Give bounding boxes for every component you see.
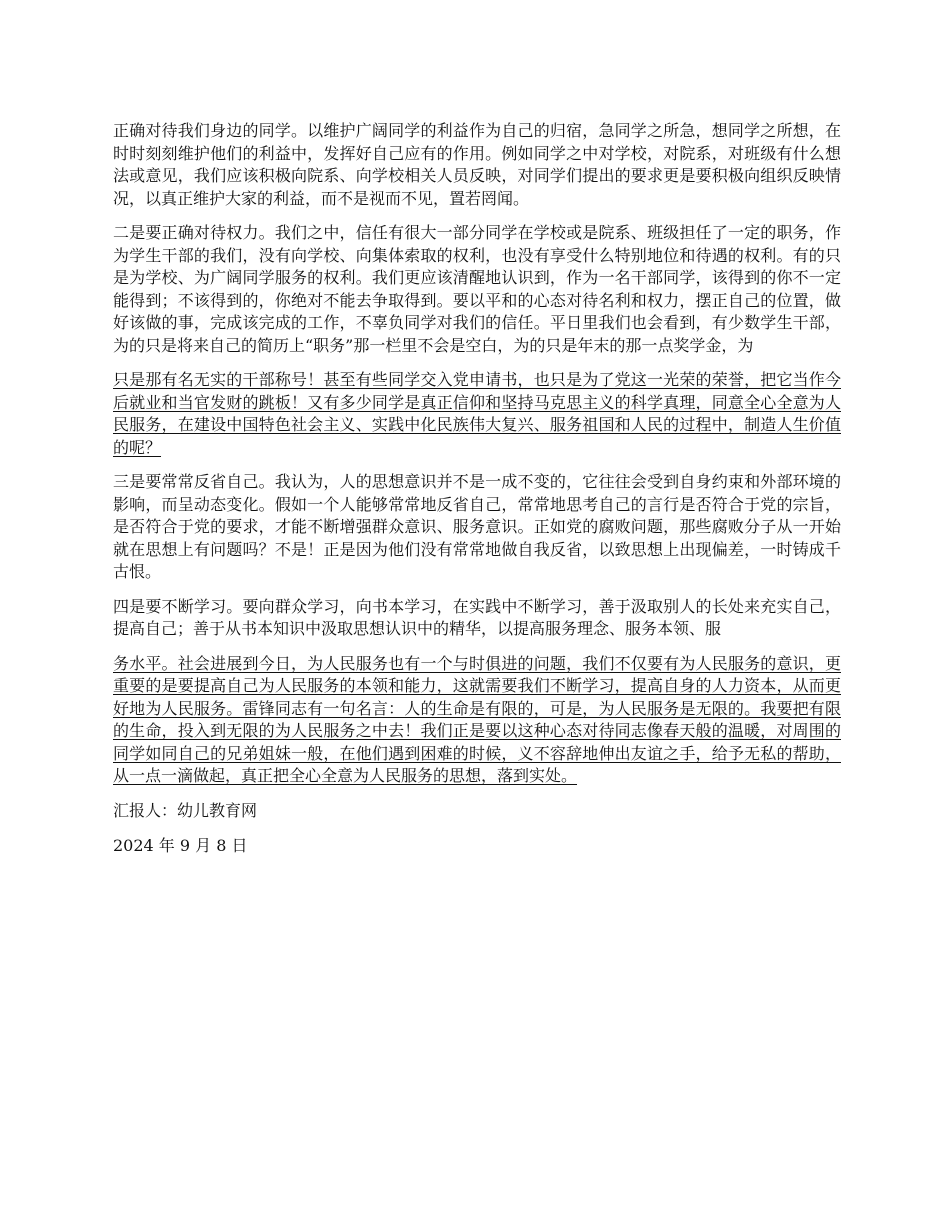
reporter-signature: 汇报人：幼儿教育网 — [113, 800, 258, 820]
paragraph-self-reflection: 三是要常常反省自己。我认为，人的思想意识并不是一成不变的，它往往会受到自身约束和外部环境的影响，而呈动态变化。假如一个人能够常常地反省自己，常常地思考自己的言行是否符合于党的宗旨，是否符合于党的要求，才能不断增强群众意识、服务意识。正如党的腐败问题，那些腐败分子从一开始就在思想上有问题吗？不是！正是因为他们没有常常地做自我反省，以致思想上出现偏差，一时铸成千古恨。 — [113, 472, 841, 581]
paragraph-keep-learning: 四是要不断学习。要向群众学习，向书本学习，在实践中不断学习，善于汲取别人的长处来充实自己，提高自己；善于从书本知识中汲取思想认识中的精华，以提高服务理念、服务本领、服 — [113, 596, 841, 638]
paragraph-nominal-title: 只是那有名无实的干部称号！甚至有些同学交入党申请书，也只是为了党这一光荣的荣誉，把它当作今后就业和当官发财的跳板！又有多少同学是真正信仰和坚持马克思主义的科学真理，同意全心全意为人民服务，在建设中国特色社会主义、实践中化民族伟大复兴、服务祖国和人民的过程中，制造人生价值的呢？ — [113, 370, 841, 457]
paragraph-treat-power: 二是要正确对待权力。我们之中，信任有很大一部分同学在学校或是院系、班级担任了一定的职务，作为学生干部的我们，没有向学校、向集体索取的权利，也没有享受什么特别地位和待遇的权利。有的只是为学校、为广阔同学服务的权利。我们更应该清醒地认识到，作为一名干部同学，该得到的你不一定能得到；不该得到的，你绝对不能去争取得到。要以平和的心态对待名利和权力，摆正自己的位置，做好该做的事，完成该完成的工作，不辜负同学对我们的信任。平日里我们也会看到，有少数学生干部，为的只是将来自己的简历上“职务”那一栏里不会是空白，为的只是年末的那一点奖学金，为 — [113, 223, 841, 355]
paragraph-service-level: 务水平。社会进展到今日，为人民服务也有一个与时俱进的问题，我们不仅要有为人民服务的意识，更重要的是要提高自己为人民服务的本领和能力，这就需要我们不断学习，提高自身的人力资本，从而更好地为人民服务。雷锋同志有一句名言：人的生命是有限的，可是，为人民服务是无限的。我要把有限的生命，投入到无限的为人民服务之中去！我们正是要以这种心态对待同志像春天般的温暖，对周围的同学如同自己的兄弟姐妹一般，在他们遇到困难的时候，义不容辞地伸出友谊之手，给予无私的帮助，从一点一滴做起，真正把全心全意为人民服务的思想，落到实处。 — [113, 653, 841, 785]
paragraph-treat-classmates: 正确对待我们身边的同学。以维护广阔同学的利益作为自己的归宿，急同学之所急，想同学之所想，在时时刻刻维护他们的利益中，发挥好自己应有的作用。例如同学之中对学校，对院系，对班级有什么想法或意见，我们应该积极向院系、向学校相关人员反映，对同学们提出的要求更是要积极向组织反映情况，以真正维护大家的利益，而不是视而不见，置若罔闻。 — [113, 121, 841, 208]
document-date: 2024 年 9 月 8 日 — [113, 836, 248, 855]
document-page — [113, 120, 841, 871]
